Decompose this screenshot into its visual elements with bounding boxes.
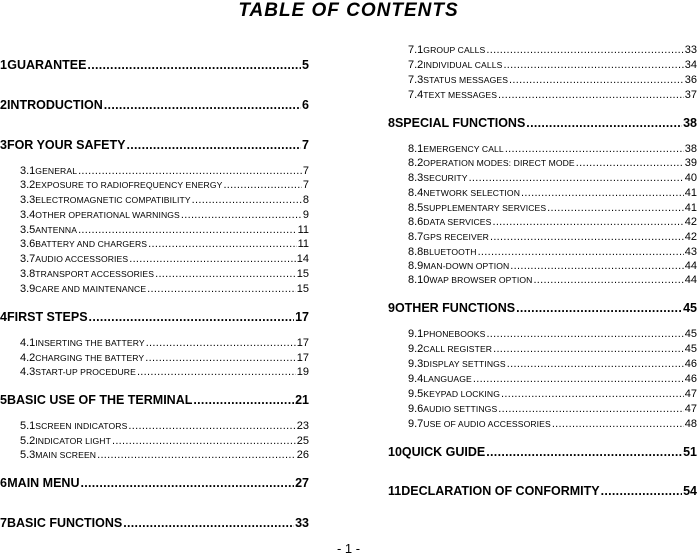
toc-entry-number: 7.3 [408, 74, 424, 86]
toc-dot-leader [547, 202, 684, 214]
toc-section-entry[interactable] [408, 157, 697, 169]
toc-page-number: 9 [302, 209, 309, 221]
toc-dot-leader [126, 138, 301, 152]
toc-entry-title: INDICATOR LIGHT [35, 436, 111, 446]
toc-entry-number: 8.5 [408, 202, 424, 214]
toc-entry-number: 6 [0, 476, 7, 490]
toc-dot-leader [123, 516, 294, 530]
toc-page-number: 36 [684, 74, 697, 86]
toc-entry-number: 8.6 [408, 216, 424, 228]
toc-entry-title: KEYPAD LOCKING [423, 389, 500, 399]
toc-dot-leader [486, 328, 683, 340]
toc-entry-number: 7.1 [408, 44, 424, 56]
toc-page-number: 45 [684, 343, 697, 355]
toc-dot-leader [490, 231, 684, 243]
toc-section-entry[interactable] [20, 209, 309, 221]
toc-dot-leader [192, 194, 302, 206]
toc-page-number: 23 [296, 420, 309, 432]
toc-entry-title: USE OF AUDIO ACCESSORIES [423, 419, 551, 429]
toc-entry-title: BASIC USE OF THE TERMINAL [6, 393, 193, 407]
toc-entry-title: OTHER FUNCTIONS [394, 301, 516, 315]
toc-entry-number: 8 [388, 116, 395, 130]
toc-dot-leader [473, 373, 684, 385]
toc-section-entry[interactable] [20, 283, 309, 295]
toc-dot-leader [87, 58, 301, 72]
toc-dot-leader [505, 143, 684, 155]
toc-entry-title: SECURITY [423, 173, 468, 183]
toc-dot-leader [148, 238, 296, 250]
toc-entry-number: 4.2 [20, 352, 36, 364]
toc-entry-number: 1 [0, 58, 7, 72]
toc-entry-title: INTRODUCTION [6, 98, 103, 112]
toc-chapter-entry[interactable] [388, 445, 697, 459]
toc-page-number: 46 [684, 373, 697, 385]
toc-entry-number: 8.9 [408, 260, 424, 272]
toc-page-number: 33 [684, 44, 697, 56]
toc-entry-number: 8.8 [408, 246, 424, 258]
toc-page-number: 45 [684, 328, 697, 340]
toc-entry-title: TEXT MESSAGES [423, 90, 498, 100]
toc-section-entry[interactable] [408, 89, 697, 101]
toc-entry-number: 7.4 [408, 89, 424, 101]
toc-page-number: 25 [296, 435, 309, 447]
toc-section-entry[interactable] [408, 246, 697, 258]
page-number-footer: - 1 - [336, 541, 361, 556]
toc-dot-leader [509, 74, 684, 86]
toc-entry-number: 3.6 [20, 238, 36, 250]
toc-entry-title: AUDIO SETTINGS [423, 404, 498, 414]
toc-entry-title: WAP BROWSER OPTION [429, 275, 533, 285]
toc-chapter-entry[interactable] [388, 301, 697, 315]
toc-dot-leader [478, 246, 684, 258]
toc-page-number: 37 [684, 89, 697, 101]
toc-section-entry[interactable] [408, 187, 697, 199]
toc-dot-leader [112, 435, 296, 447]
toc-dot-leader [503, 59, 683, 71]
toc-page-number: 7 [302, 179, 309, 191]
toc-entry-number: 9.3 [408, 358, 424, 370]
toc-page-number: 48 [684, 418, 697, 430]
toc-page-number: 44 [684, 260, 697, 272]
toc-entry-title: GPS RECEIVER [423, 232, 489, 242]
toc-entry-title: GUARANTEE [7, 58, 87, 72]
toc-page-number: 43 [684, 246, 697, 258]
toc-dot-leader [469, 172, 684, 184]
toc-page-number: 40 [684, 172, 697, 184]
toc-entry-title: ANTENNA [35, 225, 78, 235]
toc-dot-leader [526, 116, 682, 130]
toc-entry-title: STATUS MESSAGES [423, 75, 509, 85]
toc-entry-title: DECLARATION OF CONFORMITY [401, 484, 600, 498]
toc-dot-leader [501, 388, 684, 400]
toc-entry-title: EXPOSURE TO RADIOFREQUENCY ENERGY [35, 180, 223, 190]
toc-page-number: 7 [302, 138, 309, 152]
toc-chapter-entry[interactable] [0, 138, 309, 152]
toc-section-entry[interactable] [20, 352, 309, 364]
toc-entry-number: 3.1 [20, 165, 36, 177]
toc-entry-number: 5.3 [20, 449, 36, 461]
toc-page-number: 47 [684, 403, 697, 415]
toc-section-entry[interactable] [20, 224, 309, 236]
toc-entry-title: MAN-DOWN OPTION [423, 261, 510, 271]
toc-section-entry[interactable] [408, 216, 697, 228]
toc-entry-title: EMERGENCY CALL [423, 144, 504, 154]
toc-section-entry[interactable] [408, 231, 697, 243]
toc-entry-number: 4.3 [20, 366, 36, 378]
toc-section-entry[interactable] [408, 343, 697, 355]
toc-page-number: 17 [296, 337, 309, 349]
toc-entry-title: SCREEN INDICATORS [35, 421, 128, 431]
toc-section-entry[interactable] [20, 194, 309, 206]
toc-section-entry[interactable] [20, 238, 309, 250]
toc-page-number: 17 [295, 310, 309, 324]
toc-entry-number: 8.3 [408, 172, 424, 184]
toc-entry-title: DISPLAY SETTINGS [423, 359, 506, 369]
toc-section-entry[interactable] [408, 418, 697, 430]
toc-entry-title: NETWORK SELECTION [423, 188, 521, 198]
toc-entry-number: 7 [0, 516, 7, 530]
toc-entry-number: 4.1 [20, 337, 36, 349]
toc-entry-title: CARE AND MAINTENANCE [35, 284, 147, 294]
toc-entry-number: 9.6 [408, 403, 424, 415]
page-title: TABLE OF CONTENTS [238, 0, 459, 21]
toc-entry-number: 9.2 [408, 343, 424, 355]
toc-chapter-entry[interactable] [0, 98, 309, 112]
toc-section-entry[interactable] [408, 143, 697, 155]
toc-chapter-entry[interactable] [388, 116, 697, 130]
toc-entry-title: MAIN SCREEN [35, 450, 97, 460]
toc-section-entry[interactable] [20, 253, 309, 265]
toc-chapter-entry[interactable] [0, 58, 309, 72]
toc-page-number: 27 [295, 476, 309, 490]
toc-page-number: 21 [295, 393, 309, 407]
toc-section-entry[interactable] [408, 358, 697, 370]
toc-entry-title: START-UP PROCEDURE [35, 367, 136, 377]
toc-entry-title: SPECIAL FUNCTIONS [394, 116, 526, 130]
toc-page-number: 6 [302, 98, 309, 112]
toc-section-entry[interactable] [408, 373, 697, 385]
toc-section-entry[interactable] [20, 420, 309, 432]
toc-entry-title: MAIN MENU [7, 476, 80, 490]
toc-dot-leader [510, 260, 683, 272]
toc-entry-title: FIRST STEPS [6, 310, 88, 324]
toc-dot-leader [193, 393, 294, 407]
toc-page-number: 11 [297, 224, 309, 236]
toc-dot-leader [155, 268, 296, 280]
toc-page-number: 38 [684, 143, 697, 155]
toc-page-number: 39 [684, 157, 697, 169]
toc-entry-number: 5.2 [20, 435, 36, 447]
toc-entry-number: 2 [0, 98, 7, 112]
toc-dot-leader [78, 165, 302, 177]
toc-page-number: 41 [684, 187, 697, 199]
toc-dot-leader [498, 89, 684, 101]
toc-page-number: 51 [683, 445, 697, 459]
toc-dot-leader [507, 358, 684, 370]
toc-dot-leader [146, 337, 296, 349]
toc-page-number: 8 [302, 194, 309, 206]
toc-entry-number: 9.7 [408, 418, 424, 430]
toc-entry-title: AUDIO ACCESSORIES [35, 254, 129, 264]
toc-section-entry[interactable] [20, 268, 309, 280]
toc-entry-number: 3.3 [20, 194, 36, 206]
toc-dot-leader [78, 224, 297, 236]
toc-section-entry[interactable] [408, 172, 697, 184]
toc-section-entry[interactable] [20, 165, 309, 177]
toc-page-number: 44 [684, 274, 697, 286]
toc-entry-title: OTHER OPERATIONAL WARNINGS [35, 210, 180, 220]
toc-dot-leader [104, 98, 301, 112]
toc-entry-number: 8.2 [408, 157, 424, 169]
toc-entry-number: 8.1 [408, 143, 424, 155]
toc-dot-leader [492, 216, 683, 228]
toc-page-number: 15 [296, 283, 309, 295]
toc-entry-title: OPERATION MODES: DIRECT MODE [423, 158, 575, 168]
toc-section-entry[interactable] [20, 337, 309, 349]
toc-page-number: 11 [297, 238, 309, 250]
toc-dot-leader [601, 484, 683, 498]
toc-dot-leader [516, 301, 682, 315]
toc-page-number: 5 [302, 58, 309, 72]
toc-dot-leader [128, 420, 295, 432]
toc-entry-number: 3 [0, 138, 7, 152]
toc-entry-title: GROUP CALLS [423, 45, 486, 55]
toc-section-entry[interactable] [20, 449, 309, 461]
toc-dot-leader [89, 310, 295, 324]
toc-entry-title: SUPPLEMENTARY SERVICES [423, 203, 547, 213]
toc-entry-title: GENERAL [35, 166, 78, 176]
toc-dot-leader [498, 403, 683, 415]
toc-entry-number: 9.4 [408, 373, 424, 385]
toc-entry-number: 8.7 [408, 231, 424, 243]
toc-section-entry[interactable] [408, 44, 697, 56]
toc-section-entry[interactable] [408, 260, 697, 272]
toc-page-number: 54 [683, 484, 697, 498]
toc-page-number: 15 [296, 268, 309, 280]
toc-entry-number: 10 [388, 445, 402, 459]
toc-dot-leader [552, 418, 684, 430]
toc-entry-title: FOR YOUR SAFETY [6, 138, 126, 152]
toc-dot-leader [97, 449, 296, 461]
toc-page-number: 26 [296, 449, 309, 461]
toc-entry-number: 9.5 [408, 388, 424, 400]
toc-chapter-entry[interactable] [0, 516, 309, 530]
toc-entry-title: PHONEBOOKS [423, 329, 486, 339]
toc-entry-title: ELECTROMAGNETIC COMPATIBILITY [35, 195, 191, 205]
toc-entry-number: 3.9 [20, 283, 36, 295]
toc-section-entry[interactable] [408, 388, 697, 400]
toc-chapter-entry[interactable] [388, 484, 697, 498]
toc-dot-leader [80, 476, 294, 490]
toc-entry-number: 3.5 [20, 224, 36, 236]
toc-entry-title: DATA SERVICES [423, 217, 492, 227]
toc-page-number: 46 [684, 358, 697, 370]
toc-page-number: 14 [296, 253, 309, 265]
toc-dot-leader [129, 253, 296, 265]
toc-dot-leader [493, 343, 684, 355]
toc-section-entry[interactable] [408, 328, 697, 340]
toc-section-entry[interactable] [408, 59, 697, 71]
toc-entry-title: INSERTING THE BATTERY [35, 338, 145, 348]
toc-entry-number: 8.10 [408, 274, 430, 286]
toc-entry-title: LANGUAGE [423, 374, 472, 384]
toc-entry-title: CHARGING THE BATTERY [35, 353, 145, 363]
toc-entry-title: BLUETOOTH [423, 247, 477, 257]
toc-dot-leader [137, 366, 296, 378]
toc-entry-number: 5.1 [20, 420, 36, 432]
toc-page-number: 42 [684, 231, 697, 243]
toc-section-entry[interactable] [20, 435, 309, 447]
toc-entry-number: 3.8 [20, 268, 36, 280]
toc-entry-title: TRANSPORT ACCESSORIES [35, 269, 155, 279]
toc-dot-leader [486, 44, 683, 56]
toc-entry-number: 5 [0, 393, 7, 407]
toc-entry-number: 3.2 [20, 179, 36, 191]
toc-entry-number: 4 [0, 310, 7, 324]
toc-section-entry[interactable] [20, 179, 309, 191]
toc-chapter-entry[interactable] [0, 476, 309, 490]
toc-chapter-entry[interactable] [0, 393, 309, 407]
toc-page-number: 45 [683, 301, 697, 315]
toc-dot-leader [145, 352, 295, 364]
toc-entry-number: 9 [388, 301, 395, 315]
toc-dot-leader [223, 179, 301, 191]
toc-entry-number: 11 [388, 484, 402, 498]
toc-section-entry[interactable] [408, 274, 697, 286]
toc-page-number: 19 [296, 366, 309, 378]
toc-dot-leader [576, 157, 684, 169]
toc-page-number: 42 [684, 216, 697, 228]
toc-page-number: 33 [295, 516, 309, 530]
toc-page-number: 47 [684, 388, 697, 400]
toc-section-entry[interactable] [408, 202, 697, 214]
toc-entry-title: QUICK GUIDE [401, 445, 486, 459]
toc-dot-leader [533, 274, 683, 286]
toc-dot-leader [486, 445, 682, 459]
toc-entry-title: CALL REGISTER [423, 344, 493, 354]
toc-section-entry[interactable] [20, 366, 309, 378]
toc-entry-number: 3.7 [20, 253, 36, 265]
toc-entry-number: 8.4 [408, 187, 424, 199]
toc-chapter-entry[interactable] [0, 310, 309, 324]
toc-page-number: 41 [684, 202, 697, 214]
toc-entry-title: BASIC FUNCTIONS [6, 516, 123, 530]
toc-section-entry[interactable] [408, 403, 697, 415]
toc-page-number: 17 [296, 352, 309, 364]
toc-page-number: 7 [302, 165, 309, 177]
toc-dot-leader [181, 209, 302, 221]
toc-dot-leader [521, 187, 684, 199]
toc-section-entry[interactable] [408, 74, 697, 86]
toc-dot-leader [147, 283, 296, 295]
toc-entry-number: 7.2 [408, 59, 424, 71]
toc-entry-number: 9.1 [408, 328, 424, 340]
toc-page-number: 34 [684, 59, 697, 71]
toc-entry-title: BATTERY AND CHARGERS [35, 239, 148, 249]
toc-entry-title: INDIVIDUAL CALLS [423, 60, 503, 70]
toc-page-number: 38 [683, 116, 697, 130]
toc-entry-number: 3.4 [20, 209, 36, 221]
